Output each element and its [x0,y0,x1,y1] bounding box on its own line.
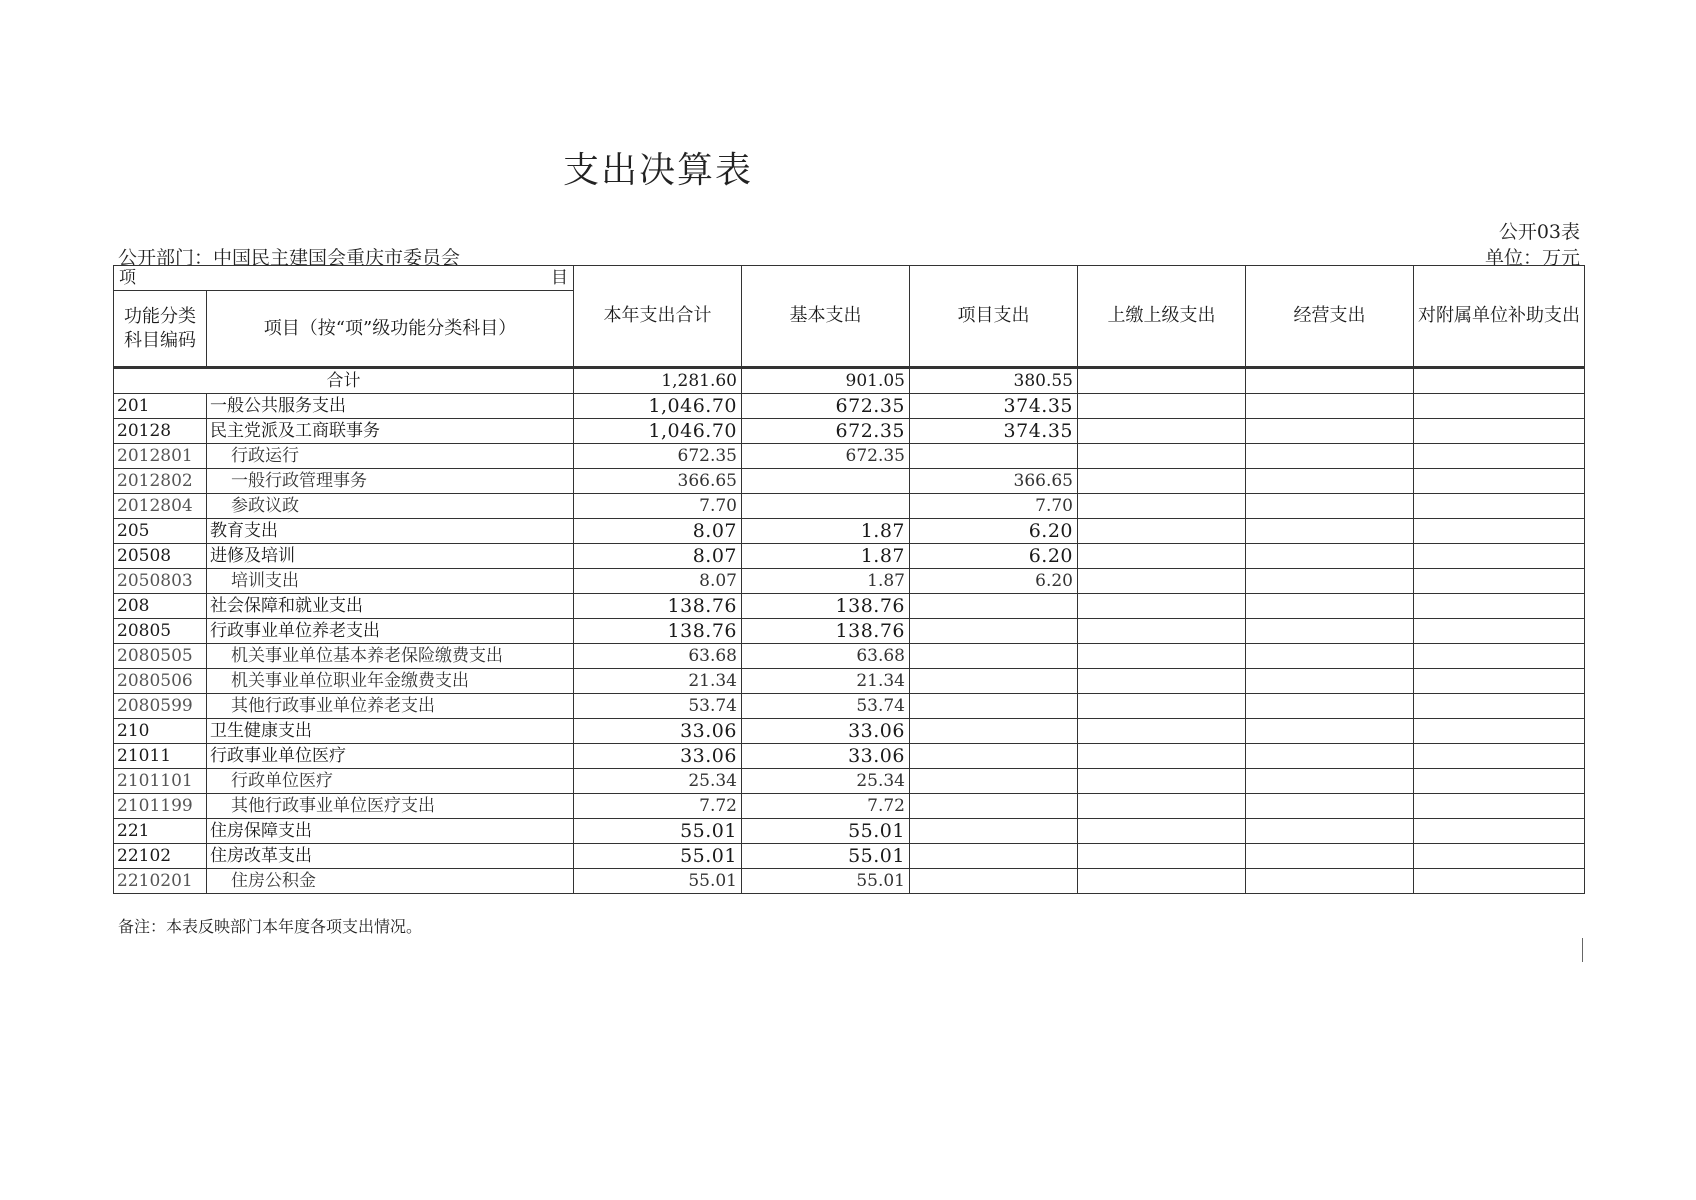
row-name: 行政运行 [207,444,574,469]
row-project [910,844,1078,869]
row-total: 33.06 [574,744,742,769]
row-basic: 138.76 [742,594,910,619]
table-row [114,844,1585,869]
form-number: 公开03表 [1498,221,1580,243]
row-subsidy [1414,869,1585,894]
row-business [1246,394,1414,419]
row-total: 53.74 [574,694,742,719]
row-name: 机关事业单位职业年金缴费支出 [207,669,574,694]
row-project: 374.35 [910,394,1078,419]
row-code: 2080505 [114,644,207,669]
row-code: 2012804 [114,494,207,519]
row-basic: 33.06 [742,719,910,744]
row-name: 其他行政事业单位养老支出 [207,694,574,719]
row-project: 6.20 [910,519,1078,544]
row-upper [1078,619,1246,644]
row-business [1246,644,1414,669]
row-subsidy [1414,519,1585,544]
row-business [1246,669,1414,694]
row-subsidy [1414,719,1585,744]
row-upper [1078,544,1246,569]
row-basic: 672.35 [742,419,910,444]
row-subsidy [1414,619,1585,644]
header-project: 项目支出 [910,266,1078,368]
table-row [114,694,1585,719]
row-subsidy [1414,419,1585,444]
row-name: 卫生健康支出 [207,719,574,744]
row-name: 参政议政 [207,494,574,519]
header-subsidy: 对附属单位补助支出 [1414,266,1585,368]
row-basic: 55.01 [742,844,910,869]
row-basic: 21.34 [742,669,910,694]
row-business [1246,869,1414,894]
row-basic: 55.01 [742,819,910,844]
row-basic [742,494,910,519]
row-project: 7.70 [910,494,1078,519]
row-project [910,669,1078,694]
row-business [1246,694,1414,719]
table-row [114,469,1585,494]
table-row [114,719,1585,744]
header-name: 项目（按“项”级功能分类科目） [207,291,574,368]
row-total: 366.65 [574,469,742,494]
total-amount: 1,281.60 [574,368,742,394]
row-total: 8.07 [574,544,742,569]
header-code: 功能分类科目编码 [114,291,207,368]
row-upper [1078,419,1246,444]
row-subsidy [1414,794,1585,819]
row-code: 20805 [114,619,207,644]
row-business [1246,719,1414,744]
row-project [910,644,1078,669]
row-code: 201 [114,394,207,419]
row-project [910,619,1078,644]
row-basic: 1.87 [742,569,910,594]
row-name: 住房保障支出 [207,819,574,844]
row-code: 208 [114,594,207,619]
row-upper [1078,394,1246,419]
row-total: 33.06 [574,719,742,744]
row-basic [742,469,910,494]
row-total: 1,046.70 [574,394,742,419]
row-code: 221 [114,819,207,844]
table-row [114,444,1585,469]
header-total: 本年支出合计 [574,266,742,368]
table-row [114,644,1585,669]
row-code: 2210201 [114,869,207,894]
row-subsidy [1414,494,1585,519]
total-upper [1078,368,1246,394]
row-business [1246,419,1414,444]
row-upper [1078,569,1246,594]
row-business [1246,844,1414,869]
row-project: 6.20 [910,544,1078,569]
row-project [910,819,1078,844]
row-upper [1078,819,1246,844]
row-project [910,769,1078,794]
row-code: 210 [114,719,207,744]
row-total: 8.07 [574,519,742,544]
row-business [1246,619,1414,644]
row-upper [1078,494,1246,519]
table-row [114,394,1585,419]
table-row [114,869,1585,894]
row-business [1246,569,1414,594]
row-code: 2012801 [114,444,207,469]
row-business [1246,494,1414,519]
row-project: 366.65 [910,469,1078,494]
row-name: 社会保障和就业支出 [207,594,574,619]
row-upper [1078,694,1246,719]
row-name: 住房改革支出 [207,844,574,869]
total-row [114,368,1585,394]
row-name: 一般公共服务支出 [207,394,574,419]
row-code: 205 [114,519,207,544]
row-total: 138.76 [574,619,742,644]
row-upper [1078,719,1246,744]
row-name: 民主党派及工商联事务 [207,419,574,444]
row-total: 55.01 [574,844,742,869]
row-name: 行政事业单位养老支出 [207,619,574,644]
table-row [114,594,1585,619]
row-total: 55.01 [574,869,742,894]
row-code: 20128 [114,419,207,444]
row-basic: 53.74 [742,694,910,719]
row-basic: 1.87 [742,519,910,544]
row-subsidy [1414,644,1585,669]
row-basic: 25.34 [742,769,910,794]
row-name: 一般行政管理事务 [207,469,574,494]
footnote: 备注：本表反映部门本年度各项支出情况。 [118,917,423,936]
row-upper [1078,744,1246,769]
row-upper [1078,644,1246,669]
row-total: 25.34 [574,769,742,794]
row-project [910,594,1078,619]
row-total: 8.07 [574,569,742,594]
row-business [1246,444,1414,469]
unit-label: 单位：万元 [1484,247,1580,269]
row-code: 21011 [114,744,207,769]
row-project [910,794,1078,819]
row-project [910,444,1078,469]
row-name: 住房公积金 [207,869,574,894]
row-subsidy [1414,444,1585,469]
row-subsidy [1414,569,1585,594]
scan-edge-mark [1582,938,1583,962]
row-name: 培训支出 [207,569,574,594]
row-code: 20508 [114,544,207,569]
header-mu: 目 [551,268,568,288]
row-code: 22102 [114,844,207,869]
row-basic: 672.35 [742,394,910,419]
row-upper [1078,844,1246,869]
page-title: 支出决算表 [563,150,754,191]
header-upper: 上缴上级支出 [1078,266,1246,368]
row-upper [1078,594,1246,619]
row-basic: 63.68 [742,644,910,669]
row-code: 2080506 [114,669,207,694]
row-upper [1078,669,1246,694]
table-row [114,744,1585,769]
total-project: 380.55 [910,368,1078,394]
row-code: 2050803 [114,569,207,594]
row-business [1246,744,1414,769]
table-row [114,619,1585,644]
expenditure-table [113,265,1585,894]
row-code: 2080599 [114,694,207,719]
header-xiang: 项 [119,268,136,288]
row-business [1246,769,1414,794]
table-row [114,819,1585,844]
table-row [114,419,1585,444]
row-business [1246,819,1414,844]
table-row [114,494,1585,519]
row-subsidy [1414,544,1585,569]
row-basic: 672.35 [742,444,910,469]
total-business [1246,368,1414,394]
row-upper [1078,794,1246,819]
table-row [114,769,1585,794]
row-code: 2101101 [114,769,207,794]
row-total: 21.34 [574,669,742,694]
row-total: 63.68 [574,644,742,669]
header-business: 经营支出 [1246,266,1414,368]
table-row [114,544,1585,569]
row-name: 行政事业单位医疗 [207,744,574,769]
row-project: 374.35 [910,419,1078,444]
row-name: 教育支出 [207,519,574,544]
row-business [1246,544,1414,569]
row-total: 7.72 [574,794,742,819]
row-subsidy [1414,394,1585,419]
row-business [1246,469,1414,494]
row-upper [1078,769,1246,794]
row-project [910,719,1078,744]
row-project [910,869,1078,894]
row-basic: 1.87 [742,544,910,569]
row-basic: 7.72 [742,794,910,819]
row-subsidy [1414,669,1585,694]
row-subsidy [1414,694,1585,719]
row-basic: 55.01 [742,869,910,894]
row-subsidy [1414,844,1585,869]
row-subsidy [1414,819,1585,844]
row-business [1246,519,1414,544]
row-subsidy [1414,769,1585,794]
row-name: 机关事业单位基本养老保险缴费支出 [207,644,574,669]
row-total: 138.76 [574,594,742,619]
total-subsidy [1414,368,1585,394]
table-row [114,669,1585,694]
department-label: 公开部门：中国民主建国会重庆市委员会 [118,247,461,269]
row-basic: 138.76 [742,619,910,644]
row-project [910,694,1078,719]
row-business [1246,794,1414,819]
total-basic: 901.05 [742,368,910,394]
row-subsidy [1414,469,1585,494]
row-code: 2012802 [114,469,207,494]
row-total: 7.70 [574,494,742,519]
row-business [1246,594,1414,619]
row-basic: 33.06 [742,744,910,769]
table-row [114,569,1585,594]
row-name: 行政单位医疗 [207,769,574,794]
row-project: 6.20 [910,569,1078,594]
header-xiangmu [114,266,574,291]
row-subsidy [1414,744,1585,769]
row-total: 672.35 [574,444,742,469]
row-upper [1078,469,1246,494]
row-upper [1078,869,1246,894]
row-upper [1078,519,1246,544]
row-total: 1,046.70 [574,419,742,444]
row-subsidy [1414,594,1585,619]
total-label: 合计 [114,368,574,394]
row-name: 进修及培训 [207,544,574,569]
table-row [114,519,1585,544]
row-project [910,744,1078,769]
header-row-1 [114,266,1585,291]
row-total: 55.01 [574,819,742,844]
table-row [114,794,1585,819]
row-code: 2101199 [114,794,207,819]
header-basic: 基本支出 [742,266,910,368]
row-upper [1078,444,1246,469]
row-name: 其他行政事业单位医疗支出 [207,794,574,819]
